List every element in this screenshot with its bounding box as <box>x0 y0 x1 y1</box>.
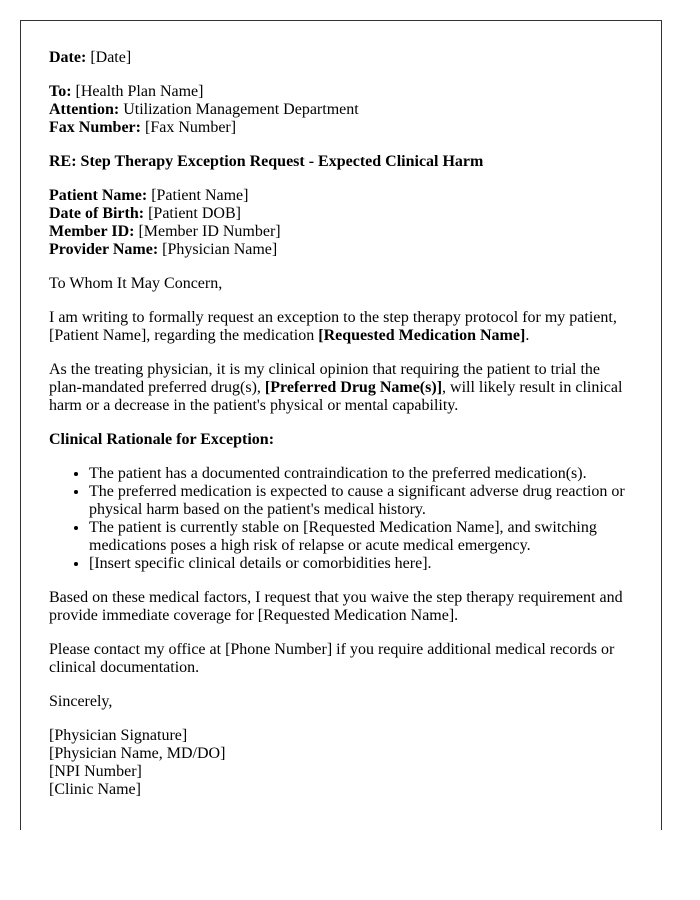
list-item: • The patient is currently stable on [Requested Medication Name], and switching medications poses a high risk of relapse or acute medical emergency. <box>89 519 633 555</box>
waiver-paragraph: Based on these medical factors, I request that you waive the step therapy requirement and provide immediate coverage for [Requested Medication Name]. <box>49 589 623 624</box>
list-item: • [Insert specific clinical details or comorbidities here]. <box>89 555 633 573</box>
list-item: • The patient has a documented contraindication to the preferred medication(s). <box>89 465 633 483</box>
letter <box>20 20 662 830</box>
recipient-block: To: [Health Plan Name] Attention: Utilization Management Department Fax Number: [Fax Number] <box>49 83 359 136</box>
rationale-list <box>49 465 633 573</box>
closing: Sincerely, <box>49 693 113 710</box>
contact-paragraph: Please contact my office at [Phone Number] if you require additional medical records or clinical documentation. <box>49 641 615 676</box>
date-line: Date: [Date] <box>49 49 132 66</box>
rationale-heading: Clinical Rationale for Exception: <box>49 431 275 448</box>
subject-line: RE: Step Therapy Exception Request - Expected Clinical Harm <box>49 153 484 170</box>
patient-block: Patient Name: [Patient Name] Date of Birth: [Patient DOB] Member ID: [Member ID Number] Provider Name: [Physician Name] <box>49 187 281 258</box>
list-item: • The preferred medication is expected to cause a significant adverse drug reaction or physical harm based on the patient's medical history. <box>89 483 633 519</box>
salutation: To Whom It May Concern, <box>49 275 223 292</box>
opinion-paragraph: As the treating physician, it is my clinical opinion that requiring the patient to trial the plan-mandated preferred drug(s), [Preferred Drug Name(s)], will likely result in clinical harm or a decrease in the patient's physical or mental capability. <box>49 361 623 414</box>
signature-block: [Physician Signature] [Physician Name, MD/DO] [NPI Number] [Clinic Name] <box>49 727 226 798</box>
request-paragraph: I am writing to formally request an exception to the step therapy protocol for my patient, [Patient Name], regarding the medication [Requested Medication Name]. <box>49 309 617 344</box>
